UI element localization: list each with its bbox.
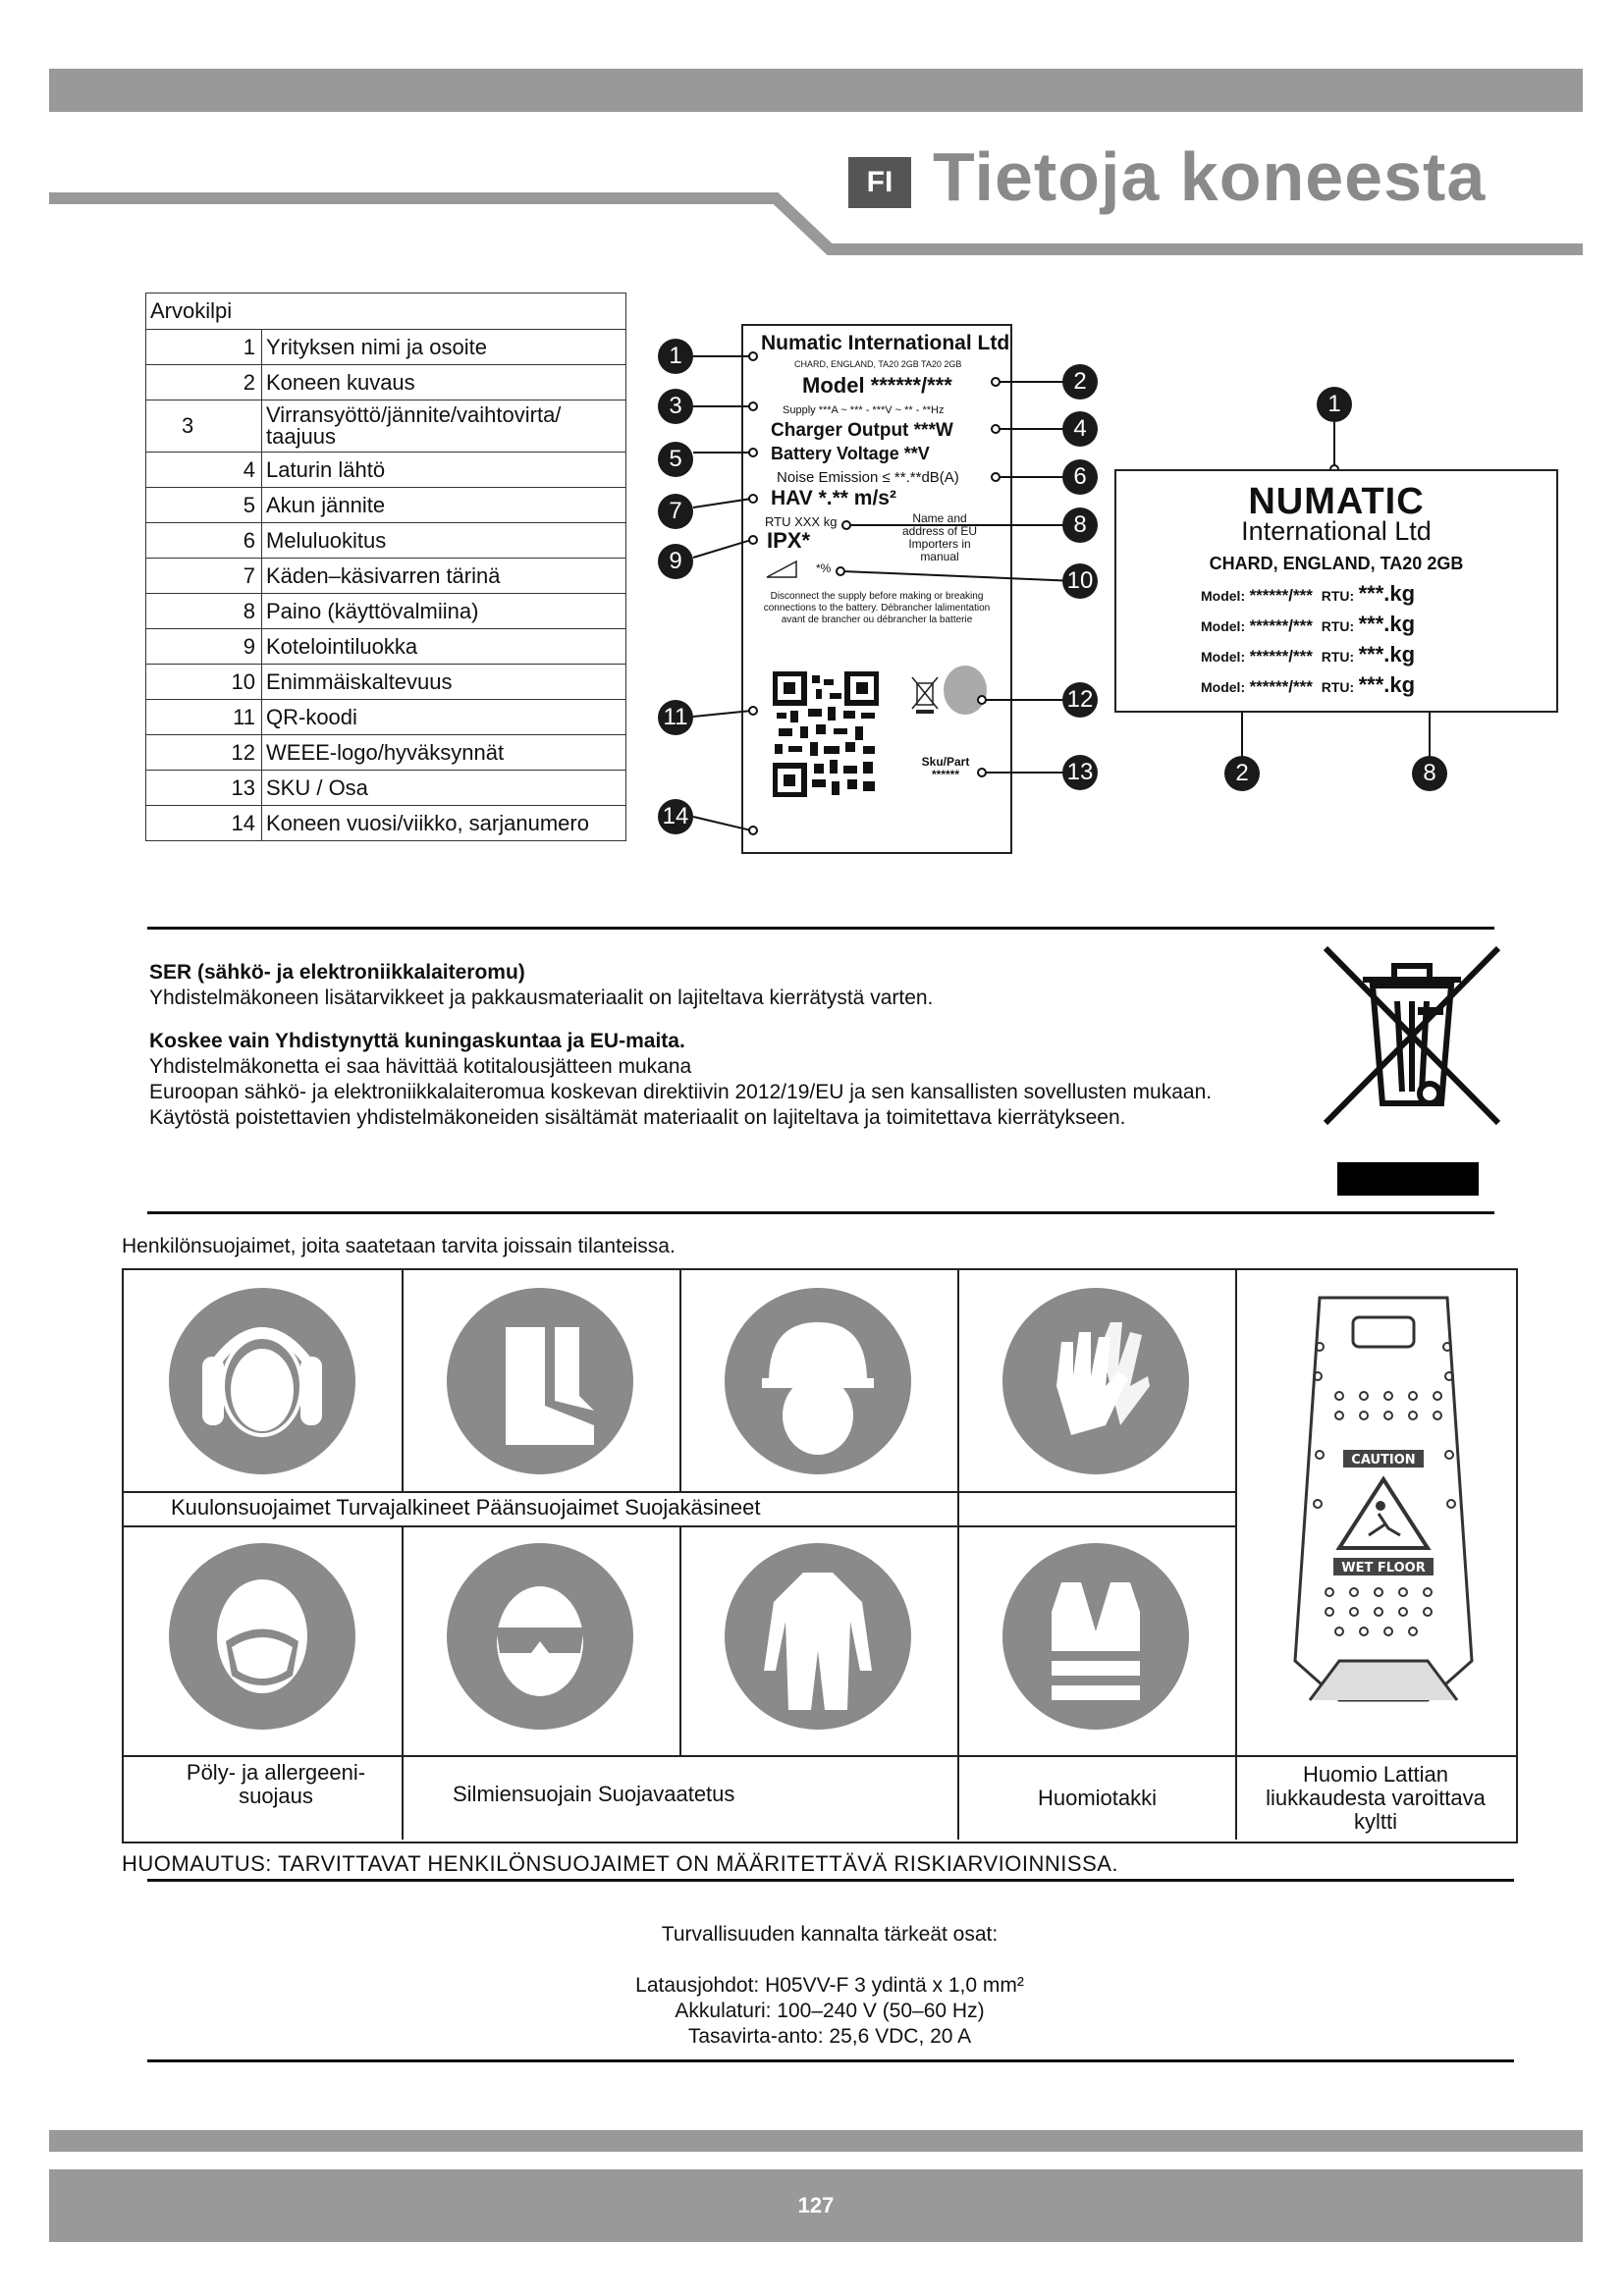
safety-boots-icon xyxy=(447,1288,633,1474)
section-rule xyxy=(147,927,1494,930)
row-label: Enimmäiskaltevuus xyxy=(262,665,626,700)
callout-4: 4 xyxy=(1062,411,1098,447)
plate2-row: Model: ******/*** RTU: ***.kg xyxy=(1201,581,1416,606)
row-label: WEEE-logo/hyväksynnät xyxy=(262,735,626,771)
row-label: Koneen vuosi/viikko, sarjanumero xyxy=(262,806,626,841)
callout-6: 6 xyxy=(1062,459,1098,495)
section-rule xyxy=(147,2059,1514,2062)
row-label: Käden–käsivarren tärinä xyxy=(262,559,626,594)
ear-protection-icon xyxy=(169,1288,355,1474)
row-label: QR-koodi xyxy=(262,700,626,735)
row-label: Yrityksen nimi ja osoite xyxy=(262,330,626,365)
plate2-row: Model: ******/*** RTU: ***.kg xyxy=(1201,612,1416,636)
callout-11: 11 xyxy=(658,700,693,735)
eye-protection-icon xyxy=(447,1543,633,1730)
safety-line-3: Tasavirta-anto: 25,6 VDC, 20 A xyxy=(687,2025,972,2048)
plate-ipx: IPX* xyxy=(767,528,811,553)
row-num: 13 xyxy=(146,771,262,806)
protective-clothing-icon xyxy=(725,1543,911,1730)
plate-company: Numatic International Ltd xyxy=(761,332,1010,354)
plate-charger: Charger Output ***W xyxy=(771,420,953,441)
page-title: Tietoja koneesta xyxy=(933,138,1487,215)
plate2-sub: International Ltd xyxy=(1241,516,1432,546)
sign-caution-text: CAUTION xyxy=(1351,1453,1416,1468)
callout-9: 9 xyxy=(658,544,693,579)
weee-heading: SER (sähkö- ja elektroniikkalaiteromu) xyxy=(149,961,525,984)
ppe-note: HUOMAUTUS: TARVITTAVAT HENKILÖNSUOJAIMET ON MÄÄRITETTÄVÄ RISKIARVIOINNISSA. xyxy=(122,1851,1119,1876)
row-num: 5 xyxy=(146,488,262,523)
safety-line-1: Latausjohdot: H05VV-F 3 ydintä x 1,0 mm² xyxy=(635,1974,1024,1997)
plate-disconnect: Disconnect the supply before making or breaking connections to the battery. Débrancher lalimentation avant de brancher ou débrancher la batterie xyxy=(763,591,991,625)
wet-floor-sign-icon xyxy=(1290,1288,1477,1739)
plate-address: CHARD, ENGLAND, TA20 2GB TA20 2GB xyxy=(794,359,962,369)
callout-lines xyxy=(0,0,1624,883)
row-label: Akun jännite xyxy=(262,488,626,523)
callout-1: 1 xyxy=(658,339,693,374)
safety-parts xyxy=(147,1922,1512,2050)
plate-hav: HAV *.** m/s² xyxy=(771,487,896,509)
ppe-intro: Henkilönsuojaimet, joita saatetaan tarvita joissain tilanteissa. xyxy=(122,1235,676,1257)
plate-importers: Name and address of EU Importers in manual xyxy=(901,511,978,563)
plate2-address: CHARD, ENGLAND, TA20 2GB xyxy=(1209,554,1464,573)
row-label: Kotelointiluokka xyxy=(262,629,626,665)
plate-supply: Supply ***A ~ *** - ***V ~ ** - **Hz xyxy=(783,404,945,416)
row-num: 6 xyxy=(146,523,262,559)
callout-14: 14 xyxy=(658,799,693,834)
ppe-eye-label: Silmiensuojain Suojavaatetus xyxy=(453,1782,735,1806)
plate-model: Model ******/*** xyxy=(802,373,952,398)
row-num: 8 xyxy=(146,594,262,629)
language-badge: FI xyxy=(848,157,911,208)
head-protection-icon xyxy=(725,1288,911,1474)
plate2-callout-8: 8 xyxy=(1412,756,1447,791)
callout-8: 8 xyxy=(1062,507,1098,543)
plate-noise: Noise Emission ≤ **.**dB(A) xyxy=(777,469,959,486)
ppe-dust-label: Pöly- ja allergeeni-suojaus xyxy=(186,1760,366,1808)
weee-text-3: Euroopan sähkö- ja elektroniikkalaiteromua koskevan direktiivin 2012/19/EU ja sen kansallisten sovellusten mukaan. xyxy=(149,1081,1213,1103)
protective-gloves-icon xyxy=(1002,1288,1189,1474)
hi-vis-vest-icon xyxy=(1002,1543,1189,1730)
page-number: 127 xyxy=(49,2169,1583,2242)
section-rule xyxy=(147,1879,1514,1882)
row-label: Laturin lähtö xyxy=(262,453,626,488)
plate2-brand: NUMATIC xyxy=(1248,481,1425,522)
weee-crossed-bin-icon xyxy=(1324,946,1500,1133)
row-num: 10 xyxy=(146,665,262,700)
callout-10: 10 xyxy=(1062,563,1098,599)
callout-12: 12 xyxy=(1062,682,1098,718)
sign-wet-text: WET FLOOR xyxy=(1341,1561,1426,1575)
safety-line-2: Akkulaturi: 100–240 V (50–60 Hz) xyxy=(675,2000,985,2022)
row-label: SKU / Osa xyxy=(262,771,626,806)
plate-sku: Sku/Part ****** xyxy=(921,755,970,781)
callout-7: 7 xyxy=(658,494,693,529)
weee-black-bar xyxy=(1337,1162,1479,1196)
plate2-rows xyxy=(1201,581,1495,703)
row-label: Paino (käyttövalmiina) xyxy=(262,594,626,629)
weee-text-2: Yhdistelmäkonetta ei saa hävittää kotitalousjätteen mukana xyxy=(149,1055,692,1078)
ppe-sign-label: Huomio Lattian liukkaudesta varoittava kyltti xyxy=(1266,1762,1486,1834)
weee-text-4: Käytöstä poistettavien yhdistelmäkoneiden sisältämät materiaalit on lajiteltava ja toimitettava kierrätykseen. xyxy=(149,1106,1126,1129)
callout-3: 3 xyxy=(658,389,693,424)
ppe-row1-label: Kuulonsuojaimet Turvajalkineet Päänsuojaimet Suojakäsineet xyxy=(171,1495,761,1520)
rating-table-heading: Arvokilpi xyxy=(146,294,626,330)
callout-5: 5 xyxy=(658,442,693,477)
row-num: 11 xyxy=(146,700,262,735)
row-num: 4 xyxy=(146,453,262,488)
row-label: Koneen kuvaus xyxy=(262,365,626,400)
row-label: Virransyöttö/jännite/vaihtovirta/ taajuus xyxy=(262,400,626,453)
weee-heading-2: Koskee vain Yhdistynyttä kuningaskuntaa ja EU-maita. xyxy=(149,1030,685,1052)
weee-section xyxy=(149,960,1278,1131)
row-num: 3 xyxy=(146,400,262,453)
plate-rtu: RTU XXX kg xyxy=(765,514,838,529)
row-label: Meluluokitus xyxy=(262,523,626,559)
rating-plate-compact xyxy=(1114,469,1558,713)
safety-title: Turvallisuuden kannalta tärkeät osat: xyxy=(661,1923,999,1946)
row-num: 9 xyxy=(146,629,262,665)
footer-bar xyxy=(49,2130,1583,2152)
row-num: 1 xyxy=(146,330,262,365)
plate2-callout-2: 2 xyxy=(1224,756,1260,791)
plate-slope: *% xyxy=(816,561,832,575)
callout-13: 13 xyxy=(1062,755,1098,790)
row-num: 12 xyxy=(146,735,262,771)
section-rule xyxy=(147,1211,1494,1214)
row-num: 14 xyxy=(146,806,262,841)
row-num: 2 xyxy=(146,365,262,400)
plate2-row: Model: ******/*** RTU: ***.kg xyxy=(1201,672,1416,697)
weee-text-1: Yhdistelmäkoneen lisätarvikkeet ja pakkausmateriaalit on lajiteltava kierrätystä varten. xyxy=(149,987,934,1009)
plate2-callout-1: 1 xyxy=(1317,387,1352,422)
ppe-vest-label: Huomiotakki xyxy=(1037,1786,1158,1810)
row-num: 7 xyxy=(146,559,262,594)
plate2-row: Model: ******/*** RTU: ***.kg xyxy=(1201,642,1416,667)
dust-mask-icon xyxy=(169,1543,355,1730)
ppe-grid xyxy=(122,1268,1518,1843)
plate-battery: Battery Voltage **V xyxy=(771,444,930,463)
callout-2: 2 xyxy=(1062,364,1098,400)
